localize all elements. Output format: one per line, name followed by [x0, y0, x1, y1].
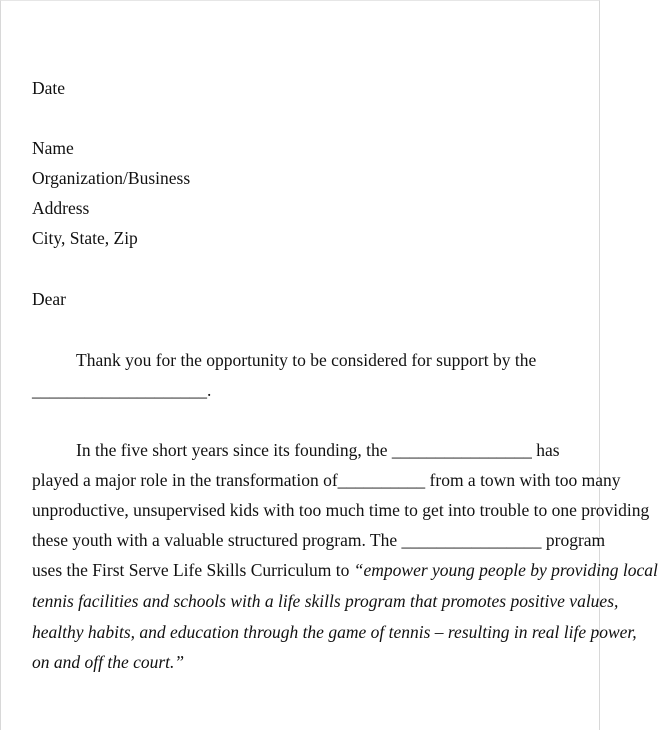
recipient-organization: Organization/Business	[32, 168, 191, 188]
paragraph2-line8: on and off the court.”	[32, 652, 185, 672]
paragraph1-blank-line: ____________________.	[32, 380, 212, 400]
salutation: Dear	[32, 289, 67, 309]
paragraph2-line5-text: uses the First Serve Life Skills Curriculum to	[32, 560, 354, 580]
paragraph2-line5-quote: “empower young people by providing local	[353, 560, 658, 580]
date-line: Date	[32, 78, 66, 98]
paragraph2-line2: played a major role in the transformation of__________ from a town with too many	[32, 470, 621, 490]
paragraph2-line4: these youth with a valuable structured program. The ________________ program	[32, 530, 606, 550]
paragraph2-line5	[32, 559, 658, 581]
paragraph2-line1: In the five short years since its founding, the ________________ has	[76, 440, 560, 460]
recipient-city-state-zip: City, State, Zip	[32, 228, 138, 248]
paragraph2-line7: healthy habits, and education through the game of tennis – resulting in real life power,	[32, 622, 637, 642]
paragraph1-line1: Thank you for the opportunity to be considered for support by the	[76, 350, 537, 370]
recipient-name: Name	[32, 138, 74, 158]
paragraph2-line6: tennis facilities and schools with a life skills program that promotes positive values,	[32, 591, 619, 611]
recipient-address: Address	[32, 198, 90, 218]
paragraph2-line3: unproductive, unsupervised kids with too much time to get into trouble to one providing	[32, 500, 650, 520]
